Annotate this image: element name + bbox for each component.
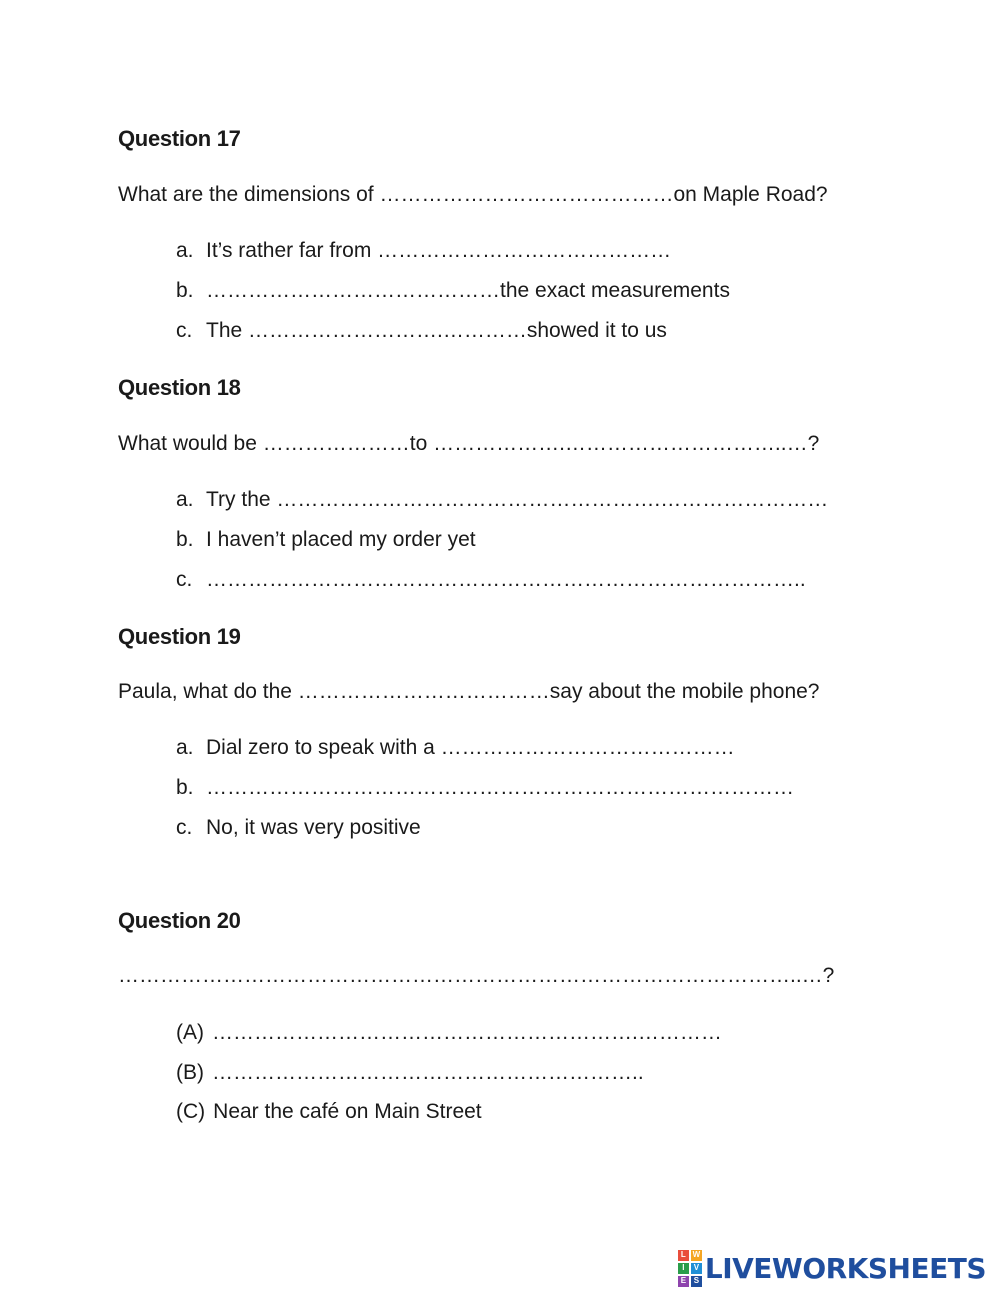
question-18-option-a[interactable]	[176, 488, 828, 512]
option-text: …………………………………………………….…………	[212, 1021, 722, 1044]
question-19-option-c[interactable]	[176, 816, 421, 840]
logo-text: LIVEWORKSHEETS	[704, 1251, 986, 1285]
option-text: It’s rather far from ……………………………………	[206, 239, 672, 262]
question-17-heading: Question 17	[118, 126, 241, 151]
question-19-option-b[interactable]	[176, 776, 794, 800]
option-text: …………………………………………………………………………	[206, 776, 794, 799]
logo-square-icon: V	[691, 1263, 702, 1274]
option-marker: c.	[176, 568, 193, 591]
option-marker: c.	[176, 816, 193, 839]
question-19-stem: Paula, what do the ………………………………say about the mobile phone?	[118, 680, 820, 703]
question-18-heading: Question 18	[118, 375, 241, 400]
question-17-option-b[interactable]	[176, 279, 730, 303]
option-text: No, it was very positive	[206, 816, 421, 839]
option-text: Dial zero to speak with a ……………………………………	[206, 736, 735, 759]
option-text: ……………………………………the exact measurements	[206, 279, 730, 302]
option-marker: (A)	[176, 1021, 204, 1044]
option-marker: b.	[176, 776, 194, 799]
option-marker: a.	[176, 488, 194, 511]
question-18-stem: What would be …………………to ……………….…………………………..…?	[118, 432, 820, 455]
question-20-heading: Question 20	[118, 908, 241, 933]
question-19-option-a[interactable]	[176, 736, 735, 760]
liveworksheets-logo-icon	[678, 1250, 702, 1287]
question-17-stem: What are the dimensions of ……………………………………on Maple Road?	[118, 183, 828, 206]
question-17-option-a[interactable]	[176, 239, 671, 263]
option-text: The ……………………….…………showed it to us	[206, 319, 667, 342]
option-marker: c.	[176, 319, 193, 342]
option-marker: (C)	[176, 1100, 206, 1123]
question-20-option-b[interactable]	[176, 1061, 644, 1085]
option-marker: b.	[176, 528, 194, 551]
logo-square-icon: W	[692, 1250, 701, 1259]
logo-square-icon: S	[691, 1276, 702, 1287]
logo-square-icon: I	[678, 1263, 689, 1274]
logo-square-icon: L	[678, 1250, 689, 1261]
option-marker: b.	[176, 279, 194, 302]
liveworksheets-logo	[678, 1252, 986, 1284]
question-17-option-c[interactable]	[176, 319, 667, 343]
logo-square-icon: E	[678, 1276, 689, 1287]
option-text: Near the café on Main Street	[213, 1100, 482, 1123]
question-19-heading: Question 19	[118, 624, 241, 649]
option-text: …………………………………………………………………………..	[206, 568, 806, 591]
question-18-option-c[interactable]	[176, 568, 806, 592]
question-18-option-b[interactable]	[176, 528, 476, 552]
question-20-option-c[interactable]	[176, 1100, 482, 1124]
question-20-option-a[interactable]	[176, 1021, 722, 1045]
question-20-stem: ……………………………………………………………………………………..…?	[118, 964, 835, 987]
option-text: ……………………………………………………..	[212, 1061, 644, 1084]
option-marker: a.	[176, 239, 194, 262]
option-text: Try the ……………………………………………….……………………	[206, 488, 829, 511]
option-marker: a.	[176, 736, 194, 759]
option-marker: (B)	[176, 1061, 204, 1084]
option-text: I haven’t placed my order yet	[206, 528, 476, 551]
